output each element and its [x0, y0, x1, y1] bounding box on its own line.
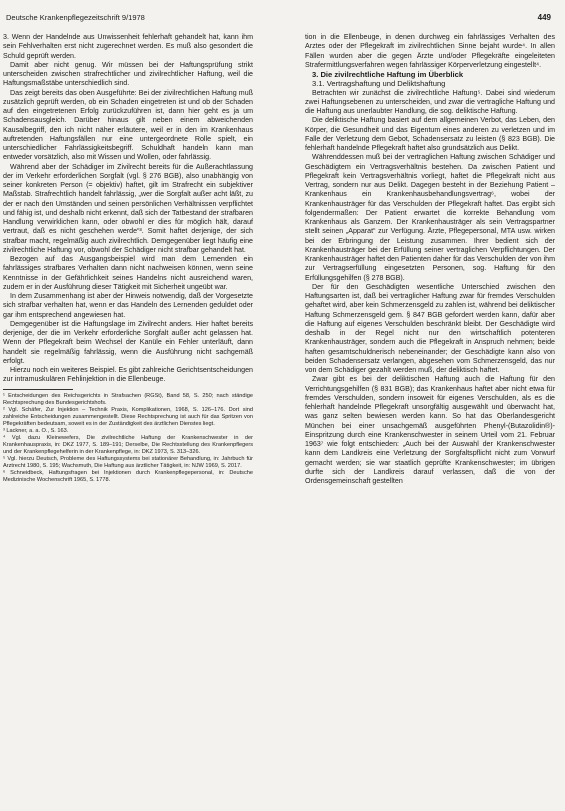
paragraph: Bezogen auf das Ausgangsbeispiel wird man dem Lernenden ein fahrlässiges strafbares Verhalten dann nicht nachweisen können, wenn seine Kenntnisse in der Gefährlichkeit seines Handelns nicht ausreichend waren, zudem er in der Ausführung dieser Tätigkeit mit Sicherheit ungeübt war.	[3, 255, 253, 291]
paragraph: Demgegenüber ist die Haftungslage im Zivilrecht anders. Hier haftet bereits derjenige, der die im Verkehr erforderliche Sorgfalt außer acht gelassen hat. Wenn der Pflegekraft beim Wechsel der Kanüle ein Fehler unterläuft, dann handelt sie regelmäßig fahrlässig, wenn die Ausführung nicht sachgemäß erfolgt.	[3, 319, 253, 365]
footnote-divider	[3, 389, 73, 390]
paragraph: Der für den Geschädigten wesentliche Unterschied zwischen den Haftungsarten ist, daß bei vertraglicher Haftung zwar für fremdes Verschulden gehaftet wird, aber kein Schmerzensgeld zu zahlen ist, während bei deliktischer Haftung Schmerzensgeld gem. § 847 BGB gefordert werden kann, dafür aber die Haftung auf eigenes Verschulden beschränkt bleibt. Der Geschädigte wird deshalb in der Regel nicht nur den wirtschaftlich potenteren Krankenhausträger, sondern auch die Pflegekraft in Anspruch nehmen; beide haften gesamtschuldnerisch nebeneinander; der Geschädigte kann also von beiden Schadensersatz verlangen, abgesehen vom Schmerzensgeld, das nur von dem Schädiger gezahlt werden muß, der deliktisch haftet.	[305, 282, 555, 374]
footnote: ⁵ Vgl. hierzu Deutsch, Probleme des Haftungssystems bei stationärer Behandlung, in: Jahrbuch für Arztrecht 1980, S. 195; Wachsmuth, Die Haftung aus ärztlicher Tätigkeit, in: NJW 1969, S. 2017.	[3, 455, 253, 469]
subsection-heading: 3.1. Vertragshaftung und Deliktshaftung	[312, 79, 446, 89]
paragraph: Während aber der Schädiger im Zivilrecht bereits für die Außerachtlassung der im Verkehr erforderlichen Sorgfalt (vgl. § 276 BGB), also unabhängig von seiner konkreten Person (= objektiv) haftet, gilt im Strafrecht ein subjektiver Maßstab. Strafrechtlich handelt fahrlässig, „wer die Sorgfalt außer acht läßt, zu der er nach den Umständen und seinen persönlichen Verhältnissen verpflichtet und fähig ist, und deshalb nicht erkennt, daß sich der Tatbestand der strafbaren Handlung verwirklichen kann, oder obwohl er dies für möglich hält, darauf vertraut, daß es nicht geschehen werde“³. Somit haftet derjenige, der sich strafbar macht, regelmäßig auch zivilrechtlich. Demgegenüber liegt häufig eine zivilrechtliche Haftung vor, obwohl der Schädiger nicht strafbar gehandelt hat.	[3, 162, 253, 254]
footnote: ³ Lackner, a. a. O., S. 163.	[3, 427, 69, 434]
left-column	[3, 33, 253, 803]
paragraph: 3. Wenn der Handelnde aus Unwissenheit fehlerhaft gehandelt hat, kann ihm sein Fehlverhalten erst nicht zugerechnet werden. Es muß also gesondert die Schuld geprüft werden.	[3, 33, 253, 60]
footnotes	[3, 393, 253, 484]
right-column	[305, 33, 555, 803]
footnote: ⁴ Vgl. dazu Kleinewefers, Die zivilrechtliche Haftung der Krankenschwester in der Krankenhauspraxis, in: DKZ 1977, S. 189–191; Derselbe, Die Rechtsstellung des Krankenpflegers und der Krankenpflegehelferin in der Krankenpflege, in: DKZ 1973, S. 313–326.	[3, 434, 253, 455]
paragraph: Die deliktische Haftung basiert auf dem allgemeinen Verbot, das Leben, den Körper, die Gesundheit und das Eigentum eines anderen zu verletzen und im Falle der Verletzung dem Gebot, Schadensersatz zu leisten (§ 823 BGB). Die fehlerhaft handelnde Pflegekraft haftet also grundsätzlich aus Delikt.	[305, 116, 555, 152]
page-header	[6, 10, 551, 24]
paragraph: Währenddessen muß bei der vertraglichen Haftung zwischen Schädiger und Geschädigtem ein Vertragsverhältnis bestehen. Da zwischen Patient und Pflegekraft kein Vertragsverhältnis vorliegt, haftet die Pflegekraft nicht aus Vertrag, sondern nur aus Delikt. Dagegen besteht in der Beziehung Patient – Krankenhaus ein Krankenhausbehandlungsvertrag⁶, wobei der Krankenhausträger für das Verschulden der Pflegekraft haftet. Das ergibt sich folgendermaßen: Der Patient erwartet die korrekte Behandlung vom Krankenhaus als Ganzem. Der Krankenhausträger als sein Vertragspartner stellt seinen „Apparat“ zur Verfügung. Ärzte, Pflegepersonal, MTA usw. wirken bei der Erbringung der Leistung zusammen. Ihrer bedient sich der Krankenhausträger bei der Erfüllung seiner vertraglichen Verpflichtungen. Der Krankenhausträger haftet den Patienten daher für das Verschulden der von ihm zur Vertragserfüllung eingesetzten Personen, sog. Haftung für den Erfüllungsgehilfen (§ 278 BGB).	[305, 153, 555, 282]
paragraph: Hierzu noch ein weiteres Beispiel. Es gibt zahlreiche Gerichtsentscheidungen zur intramuskulären Fehlinjektion in die Ellenbeuge.	[3, 366, 253, 384]
footnote: ² Vgl. Schäfer, Zur Injektion – Technik Praxis, Komplikationen, 1968, S. 126–176. Dort sind zahlreiche Entscheidungen zusammengestellt. Diese Rechtsprechung ist auch für das Spritzen von Pflegekräften bedeutsam, soweit es in der Zuständigkeit des ärztlichen Dienstes liegt.	[3, 406, 253, 427]
journal-title: Deutsche Krankenpflegezeitschrift 9/1978	[6, 12, 145, 22]
paragraph: Betrachten wir zunächst die zivilrechtliche Haftung⁵. Dabei sind wiederum zwei Haftungsebenen zu unterscheiden, und zwar die vertragliche Haftung und die Haftung aus unerlaubter Handlung, die sog. deliktische Haftung.	[305, 88, 555, 115]
paragraph: Das zeigt bereits das oben Ausgeführte: Bei der zivilrechtlichen Haftung muß zusätzlich geprüft werden, ob ein Schaden eingetreten ist und ob der Schaden auf den eingetretenen Erfolg zurückzuführen ist, dann hier geht es ja um Schadensausgleich. Darüber hinaus gilt neben einem abweichenden Kausalbegriff, den ich nicht näher erläutere, weil er in den im Krankenhaus auftretenden Haftungsfällen nur eine untergeordnete Rolle spielt, ein unterschiedlicher Fahrlässigkeitsbegriff. Schuldhaft handeln kann man entweder vorsätzlich, also mit Wissen und Wollen, oder fahrlässig.	[3, 88, 253, 162]
section-heading: 3. Die zivilrechtliche Haftung im Überblick	[312, 70, 464, 79]
paragraph: tion in die Ellenbeuge, in denen durchweg ein fahrlässiges Verhalten des Arztes oder der Pflegekraft im zivilrechtlichen Sinne bejaht wurde⁴. In allen Fällen wurden aber die gegen Ärzte und/oder Pflegekräfte eingeleiteten Strafermittlungsverfahren wegen fahrlässiger Körperverletzung eingestellt⁴.	[305, 33, 555, 69]
paragraph: Zwar gibt es bei der deliktischen Haftung auch die Haftung für den Verrichtungsgehilfen (§ 831 BGB); das Krankenhaus haftet aber nicht etwa für fremdes Verschulden, sondern insoweit für eigenes Verschulden, als es die fehlerhaft handelnde Pflegekraft unsorgfältig ausgewählt und überwacht hat, was ganz selten bewiesen werden kann. So hat das Oberlandesgericht München bei einer unsachgemäß ausgeführten Phenyl-(Butazolidin®)-Einspritzung durch eine Krankenschwester in seinem Urteil vom 21. Februar 1963⁷ wie folgt entschieden: „Auch bei der Auswahl der Krankenschwester kann dem Landkreis eine Verletzung der Sorgfaltspflicht nicht zum Vorwurf gemacht werden; sie war staatlich geprüfte Krankenschwester; im übrigen durfte sich der Landkreis darauf verlassen, daß die von der Ordensgemeinschaft gestellten	[305, 375, 555, 485]
footnote: ⁶ Schneidbeck, Haftungsfragen bei Injektionen durch Krankenpflegepersonal, in: Deutsche Medizinische Wochenschrift 1965, S. 1778.	[3, 469, 253, 483]
page-number: 449	[537, 12, 551, 22]
footnote: ¹ Entscheidungen des Reichsgerichts in Strafsachen (RGSt), Band 58, S. 250; nach ständige Rechtsprechung des Bundesgerichtshofs.	[3, 392, 253, 406]
paragraph: Damit aber nicht genug. Wir müssen bei der Haftungsprüfung strikt unterscheiden zwischen strafrechtlicher und zivilrechtlicher Haftung, weil die Haftungsmaßstäbe unterschiedlich sind.	[3, 60, 253, 88]
paragraph: In dem Zusammenhang ist aber der Hinweis notwendig, daß der Vorgesetzte sich strafbar verhalten hat, wenn er das Handeln des Lernenden geduldet oder gar ihm entsprechend angewiesen hat.	[3, 292, 253, 319]
